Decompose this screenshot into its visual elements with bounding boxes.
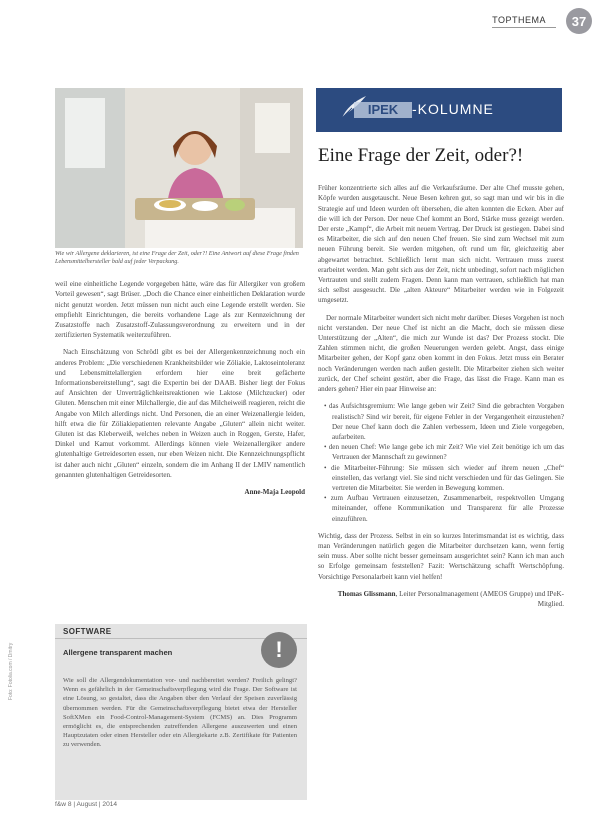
article-paragraph: Nach Einschätzung von Schrödl gibt es bei der Allergenkennzeichnung noch ein anderes Problem: „Die verschiedenen Krankheitsbilder wie Zöliakie, Laktoseintoleranz und Lebensmittelallergien erfordern hier eine breit gefächerte Informationsbereitstellung“, sagt die Expertin bei der DAAB. Bisher liegt der Fokus auf Ansichten der Unverträglichkeitsreaktionen wie Laktose (Milchzucker) oder Gluten. Menschen mit einer Milchallergie, die auf das Milcheiweiß reagieren, reicht die Angabe von Milch allerdings nicht. Und Personen, die an einer Weizenallergie leiden, hilft etwa die für Zöliakiepatienten relevante Angabe „Gluten“ allein nicht weiter. Gluten ist das Kleberweiß, welches neben in Weizen auch in Roggen, Gerste, Hafer, Dinkel und Kamut vorkommt. Allerdings können viele Weizenallergiker andere glutenhaltige Getreidesorten essen, nur eben Weizen nicht. Die Kennzeichnungspflicht ist daher auch nicht „Gluten“ einzeln, sondern die im Anhang II der LMIV namentlich genannten glutenhaltigen Getreidesorten. — [55, 348, 305, 479]
infobox-tag: SOFTWARE — [63, 627, 112, 636]
article-paragraph: weil eine einheitliche Legende vorgegeben hätte, wäre das für Allergiker von großem Vorteil gewesen“, sagt Brüser. „Doch die Chance einer einheitlichen Deklaration wurde nicht genutzt worden. Jetzt müssen nun nicht auch eine Legende erstellt werden. Sie empfiehlt Einrichtungen, die bereits vorhandene Lage als zur Kennzeichnung der Zusatzstoffe nach Zusatzstoff-Zulassungsverordnung zu erweitern und in der zertifizierten Systematik weiterzuführen. — [55, 280, 305, 340]
section-label: TOPTHEMA — [492, 15, 546, 25]
column-signature: Thomas Glissmann, Leiter Personalmanagement (AMEOS Gruppe) und IPeK-Mitglied. — [337, 589, 564, 609]
column-title: Eine Frage der Zeit, oder?! — [318, 145, 524, 166]
bullet-item: • die Mitarbeiter-Führung: Sie müssen sich wieder auf ihrem neuen „Chef“ einstellen, das verlangt viel. Sie sind nicht verschieden und für das Gelingen. Sie vertreten die Mitarbeiter. Sie werden in Bewegung kommen. — [324, 463, 564, 492]
column-label: -KOLUMNE — [412, 101, 494, 117]
page-footer: f&w 8 | August | 2014 — [55, 801, 118, 808]
infobox-heading: Allergene transparent machen — [63, 648, 173, 657]
ipek-logo: IPEK — [354, 102, 412, 118]
article-author: Anne-Maja Leopold — [244, 488, 305, 497]
column-paragraph: Früher konzentrierte sich alles auf die Verkaufsräume. Der alte Chef musste gehen, Köpfe wurden ausgetauscht. Neue Besen kehren gut, so sagt man und wir bis in die Strategie auf und Ideen wurden oft übersehen, die alten konnten die Ecken. Aber auf die will ich der Person. Der neue Chef kommt an Bord, Stärke muss gezeigt werden. Der erste „Kampf“, die Arbeit mit neuem Vertrag. Der Druck ist gestiegen. Dabei sind es Mitarbeiter, die sich auf den neuen Chef freuen. Sie sind zum Wechsel mit zum neuen Führung bereit. Sie werden mitgehen, oft rund um für, gleichzeitig aber abgewartet betrachtet. Schließlich lernt man sich nicht. Vertrauen muss zuerst erarbeitet werden. Man geht sich aus der Zeit, nicht unbedingt, sofort nach möglichen Vertrauten und stellt zudem Fragen. Denn kann man vertrauen, schließlich hat man sich selbst ausgesucht. Die „alten Akteure“ Mitarbeiter werden wie in Folgezeit umgesetzt. — [318, 184, 564, 305]
hospital-meal-photo — [55, 88, 303, 248]
column-body — [318, 176, 564, 616]
page-number-badge: 37 — [566, 8, 592, 34]
column-banner — [316, 88, 562, 132]
software-infobox — [55, 624, 307, 800]
column-paragraph: Der normale Mitarbeiter wundert sich nicht mehr darüber. Dieses Vorgehen ist noch nicht verstanden. Der neue Chef ist nicht an die Macht, doch sie müssen diese Unterstützung der „Alten“, die mich zur Wunde ist das? Der Prozess stockt. Die Zahlen stimmen nicht, die großen Neuerungen werden gelebt. Angst, dass einige Mitarbeiter gehen, der Kopf ganz oben kommt in den Fokus. Jetzt muss ein Berater noch Veränderungen werden nach außen gestellt. Die Mitarbeiter ziehen sich weiter zurück, der Chef scheint gestört, aber die Frage, das lässt die Frage. Kann man es anders gehen? Hier ein paar Hinweise an: — [318, 313, 564, 394]
header-rule — [492, 27, 556, 28]
bullet-item: • zum Aufbau Vertrauen einzusetzen, Zusammenarbeit, respektvollen Umgang miteinander, offene Kommunikation und Transparenz für alle Prozesse einzuführen. — [324, 494, 564, 523]
exclamation-icon: ! — [261, 632, 297, 668]
column-closing: Wichtig, dass der Prozess. Selbst in ein so kurzes Interimsmandat ist es wichtig, dass man Veränderungen natürlich gegen die Mitarbeiter durchsetzen kann, wenn fertig sein muss. Aber sollte nicht besser gemeinsam ausgerichtet sein? Kann ich man auch so Erfolge gemeinsam feststellen? Fazit: Wertschätzung schafft Wertschöpfung. Vorsichtige Personalarbeit kann viel helfen! — [318, 531, 564, 581]
bullet-item: • den neuen Chef: Wie lange gebe ich mir Zeit? Wie viel Zeit benötige ich um das Vertrauen der Mannschaft zu gewinnen? — [324, 443, 564, 462]
bullet-item: • das Aufsichtsgremium: Wie lange geben wir Zeit? Sind die gebrachten Vorgaben realistisch? Sind wir bereit, für eigene Fehler in der Vergangenheit einzustehen? Der neue Chef kann doch die Zahlen verbessern, Ideen und Ziele vorgegeben, aufarbeiten. — [324, 402, 565, 441]
photo-caption: Wie wir Allergene deklarieren, ist eine Frage der Zeit, oder?! Eine Antwort auf diese Frage finden Lebensmittelhersteller bald auf jeder Verpackung. — [55, 250, 299, 265]
article-body — [55, 272, 305, 504]
photo-credit: Foto: Fotolia.com / Dmitry — [8, 642, 14, 700]
infobox-text: Wie soll die Allergendokumentation vor- und nachbereitet werden? Freilich gelingt? Wenn es gefährlich in der Gemeinschaftsverpflegung wird die Frage. Der Software ist eine Lösung, so gestaltet, dass die Angaben über den Verlauf der Speisen zuverlässig übernommen werden. Für die Gemeinschaftsverpflegung bietet etwa der Hersteller SoftXMen ein Food-Control-Management-System (FCMS) an. Dies Programm ermöglicht es, die entsprechenden zutreffenden Allergene auszuwerten und einen Hauptzutaten oder einen Hersteller oder ein Allergiekarte z.B. Zertifikate für Patienten zu verwenden. — [63, 677, 297, 749]
